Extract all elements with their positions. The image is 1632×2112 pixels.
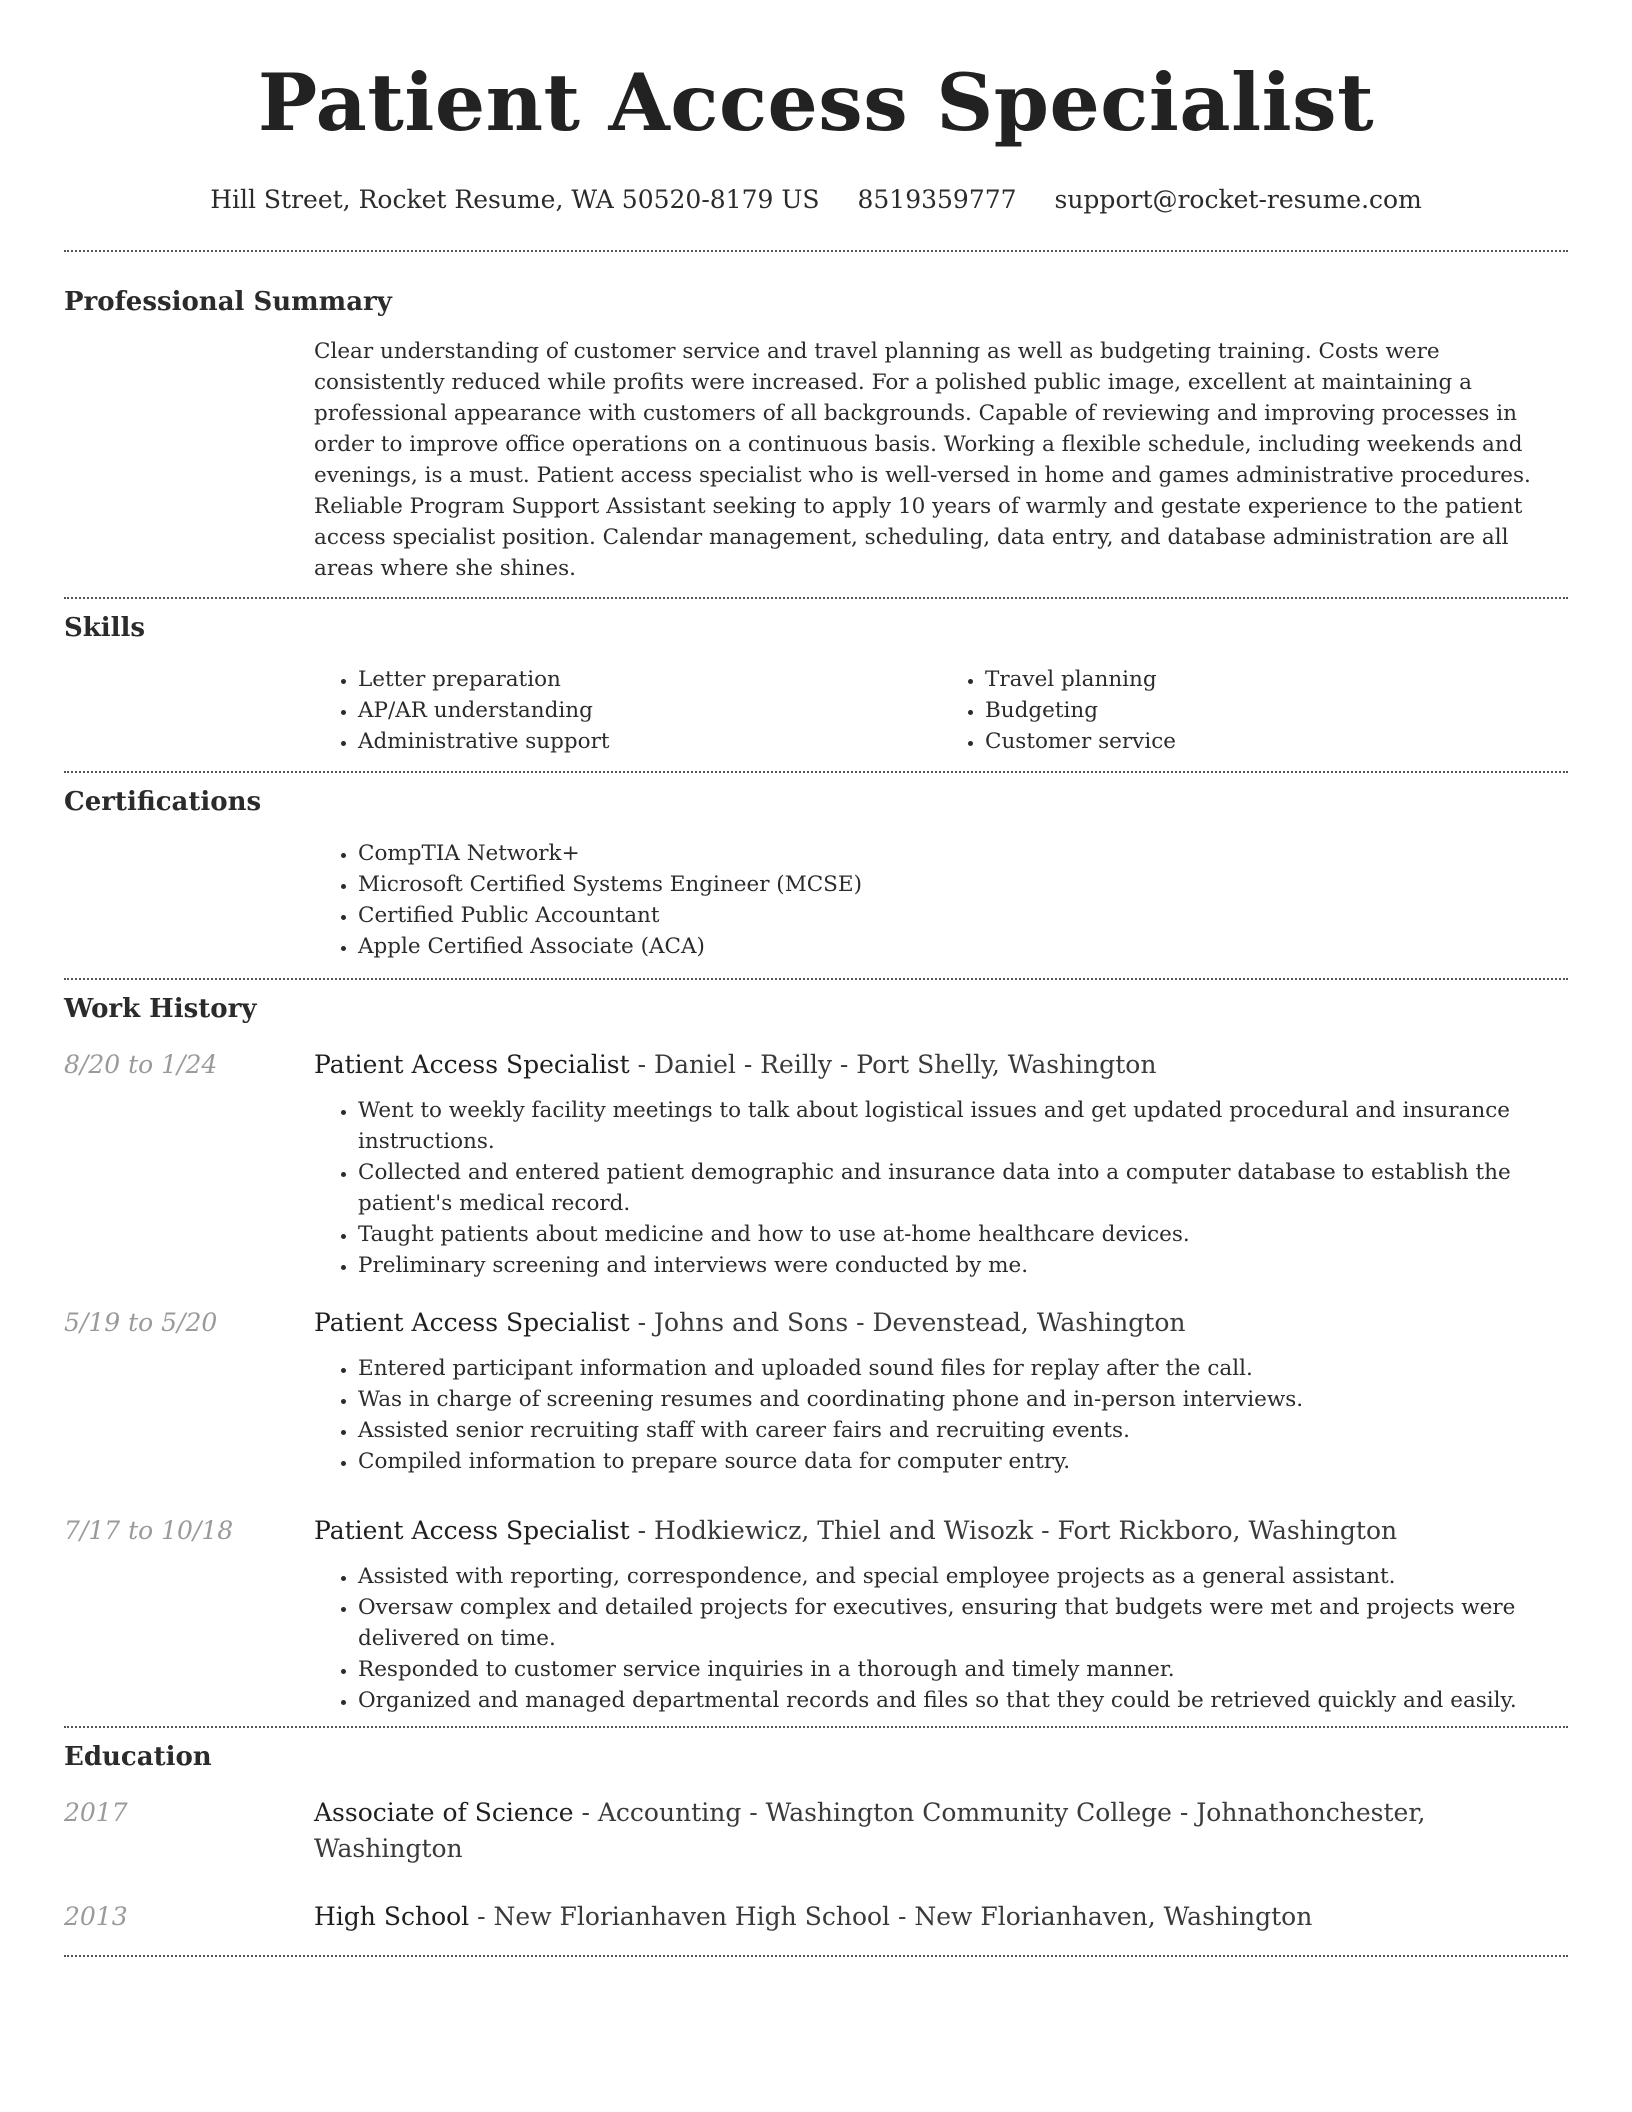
certifications-section <box>64 784 1568 962</box>
job-title: Patient Access Specialist <box>314 1050 630 1079</box>
education-details <box>314 1899 1568 1935</box>
education-heading: Associate of Science - Accounting - Washington Community College - Johnathonchester, Washington <box>314 1798 1426 1863</box>
job-dates: 5/19 to 5/20 <box>64 1308 218 1337</box>
skill-item: • Customer service <box>985 726 1568 757</box>
certification-item: • CompTIA Network+ <box>358 838 1568 869</box>
job-employer: Johns and Sons - Devenstead, Washington <box>654 1308 1186 1337</box>
job-employer: Daniel - Reilly - Port Shelly, Washington <box>654 1050 1157 1079</box>
education-school: Accounting - Washington Community College - Johnathonchester, Washington <box>314 1798 1426 1863</box>
job-heading: Patient Access Specialist - Daniel - Reilly - Port Shelly, Washington <box>314 1050 1157 1079</box>
divider <box>64 1726 1568 1728</box>
contact-email: support@rocket-resume.com <box>1054 185 1422 214</box>
divider <box>64 250 1568 252</box>
skill-item: • Travel planning <box>985 664 1568 695</box>
skill-item: • Administrative support <box>358 726 941 757</box>
job-entry <box>64 1513 1568 1726</box>
job-bullet: • Compiled information to prepare source data for computer entry. <box>358 1446 1568 1477</box>
contact-line <box>64 180 1568 220</box>
education-year: 2013 <box>64 1902 128 1931</box>
section-title-education: Education <box>64 1742 212 1772</box>
education-school: New Florianhaven High School - New Florianhaven, Washington <box>493 1902 1313 1931</box>
skill-item: • AP/AR understanding <box>358 695 941 726</box>
section-title-certifications: Certifications <box>64 787 262 817</box>
job-heading: Patient Access Specialist - Johns and Sons - Devenstead, Washington <box>314 1308 1186 1337</box>
skill-item: • Letter preparation <box>358 664 941 695</box>
skills-list-right <box>941 664 1568 757</box>
certifications-list <box>314 838 1568 962</box>
certification-item: • Apple Certified Associate (ACA) <box>358 931 1568 962</box>
job-bullet: • Responded to customer service inquiries in a thorough and timely manner. <box>358 1654 1568 1685</box>
education-heading: High School - New Florianhaven High School - New Florianhaven, Washington <box>314 1902 1313 1931</box>
job-bullet: • Organized and managed departmental records and files so that they could be retrieved quickly and easily. <box>358 1685 1568 1716</box>
job-title: Patient Access Specialist <box>314 1308 630 1337</box>
contact-phone: 8519359777 <box>857 185 1017 214</box>
summary-text: Clear understanding of customer service and travel planning as well as budgeting training. Costs were consistently reduced while profits were increased. For a polished public image, excellent at maintaining a professional appearance with customers of all backgrounds. Capable of reviewing and improving processes in order to improve office operations on a continuous basis. Working a flexible schedule, including weekends and evenings, is a must. Patient access specialist who is well-versed in home and games administrative procedures. Reliable Program Support Assistant seeking to apply 10 years of warmly and gestate experience to the patient access specialist position. Calendar management, scheduling, data entry, and database administration are all areas where she shines. <box>314 339 1531 581</box>
skill-item: • Budgeting <box>985 695 1568 726</box>
certifications-block <box>314 838 1568 962</box>
skills-grid <box>314 664 1568 757</box>
contact-address: Hill Street, Rocket Resume, WA 50520-8179 US <box>210 185 820 214</box>
job-bullet: • Collected and entered patient demographic and insurance data into a computer database to establish the patient's medical record. <box>358 1157 1568 1219</box>
job-bullets <box>314 1095 1568 1281</box>
certification-item: • Microsoft Certified Systems Engineer (MCSE) <box>358 869 1568 900</box>
job-bullets <box>314 1353 1568 1477</box>
resume-name: Patient Access Specialist <box>257 56 1375 149</box>
divider <box>64 978 1568 980</box>
job-dates: 7/17 to 10/18 <box>64 1516 234 1545</box>
job-bullet: • Entered participant information and uploaded sound files for replay after the call. <box>358 1353 1568 1384</box>
job-entry <box>64 1047 1568 1281</box>
job-entry <box>64 1305 1568 1477</box>
job-employer: Hodkiewicz, Thiel and Wisozk - Fort Rickboro, Washington <box>654 1516 1398 1545</box>
section-title-summary: Professional Summary <box>64 287 392 317</box>
job-bullet: • Assisted with reporting, correspondence, and special employee projects as a general assistant. <box>358 1561 1568 1592</box>
section-title-work-history: Work History <box>64 994 257 1024</box>
job-title: Patient Access Specialist <box>314 1516 630 1545</box>
certification-item: • Certified Public Accountant <box>358 900 1568 931</box>
divider <box>64 771 1568 773</box>
education-entry <box>64 1899 1568 1935</box>
job-bullet: • Went to weekly facility meetings to talk about logistical issues and get updated procedural and insurance instructions. <box>358 1095 1568 1157</box>
education-entry <box>64 1795 1568 1867</box>
job-bullets <box>314 1561 1568 1716</box>
divider <box>64 597 1568 599</box>
section-title-skills: Skills <box>64 613 146 643</box>
education-details <box>314 1795 1568 1867</box>
job-details <box>314 1305 1568 1477</box>
skills-list-left <box>314 664 941 757</box>
job-bullet: • Taught patients about medicine and how to use at-home healthcare devices. <box>358 1219 1568 1250</box>
job-details <box>314 1047 1568 1281</box>
job-bullet: • Preliminary screening and interviews were conducted by me. <box>358 1250 1568 1281</box>
job-bullet: • Oversaw complex and detailed projects for executives, ensuring that budgets were met and projects were delivered on time. <box>358 1592 1568 1654</box>
education-degree: Associate of Science <box>314 1798 574 1827</box>
job-bullet: • Assisted senior recruiting staff with career fairs and recruiting events. <box>358 1415 1568 1446</box>
divider <box>64 1955 1568 1957</box>
job-details <box>314 1513 1568 1726</box>
job-heading: Patient Access Specialist - Hodkiewicz, Thiel and Wisozk - Fort Rickboro, Washington <box>314 1516 1398 1545</box>
education-section <box>64 1739 1568 1935</box>
skills-section <box>64 610 1568 757</box>
education-year: 2017 <box>64 1798 128 1827</box>
job-dates: 8/20 to 1/24 <box>64 1050 218 1079</box>
work-history-section <box>64 991 1568 1726</box>
education-degree: High School <box>314 1902 470 1931</box>
job-bullet: • Was in charge of screening resumes and coordinating phone and in-person interviews. <box>358 1384 1568 1415</box>
summary-section <box>64 284 1568 584</box>
